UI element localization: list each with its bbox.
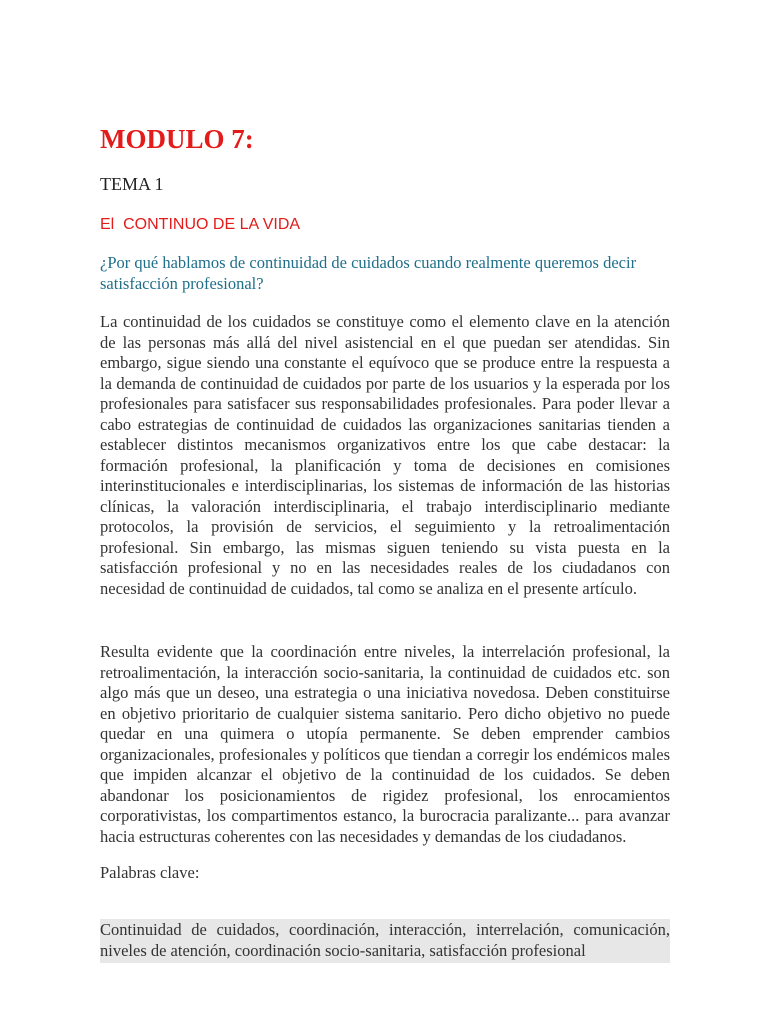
module-title: MODULO 7: [100, 124, 254, 154]
body-paragraph-2: Resulta evidente que la coordinación entre niveles, la interrelación profesional, la retroalimentación, la interacción socio-sanitaria, la continuidad de cuidados etc. son algo más que un deseo, una estrategia o una iniciativa novedosa. Deben constituirse en objetivo prioritario de cualquier sistema sanitario. Pero dicho objetivo no puede quedar en una quimera o utopía permanente. Se deben emprender cambios organizacionales, profesionales y políticos que tiendan a corregir los endémicos males que impiden alcanzar el objetivo de la continuidad de los cuidados. Se deben abandonar los posicionamientos de rigidez profesional, los enrocamientos corporativistas, los compartimentos estanco, la burocracia paralizante... para avanzar hacia estructuras coherentes con las necesidades y demandas de los ciudadanos. [100, 642, 670, 846]
keywords-box: Continuidad de cuidados, coordinación, interacción, interrelación, comunicación, niveles de atención, coordinación socio-sanitaria, satisfacción profesional [100, 919, 670, 963]
tema-heading: TEMA 1 [100, 174, 164, 194]
body-paragraph-1: La continuidad de los cuidados se constituye como el elemento clave en la atención de las personas más allá del nivel asistencial en el que puedan ser atendidas. Sin embargo, sigue siendo una constante el equívoco que se produce entre la respuesta a la demanda de continuidad de cuidados por parte de los usuarios y la esperada por los profesionales para satisfacer sus responsabilidades profesionales. Para poder llevar a cabo estrategias de continuidad de cuidados las organizaciones sanitarias tienden a establecer distintos mecanismos organizativos entre los que cabe destacar: la formación profesional, la planificación y toma de decisiones en comisiones interinstitucionales e interdisciplinarias, los sistemas de información de las historias clínicas, la valoración interdisciplinaria, el trabajo interdisciplinario mediante protocolos, la provisión de servicios, el seguimiento y la retroalimentación profesional. Sin embargo, las mismas siguen teniendo su vista puesta en la satisfacción profesional y no en las necesidades reales de los ciudadanos con necesidad de continuidad de cuidados, tal como se analiza en el presente artículo. [100, 312, 670, 598]
keywords-label: Palabras clave: [100, 863, 200, 882]
section-title: El CONTINUO DE LA VIDA [100, 216, 301, 233]
question-heading: ¿Por qué hablamos de continuidad de cuidados cuando realmente queremos decir satisfacción profesional? [100, 253, 637, 293]
